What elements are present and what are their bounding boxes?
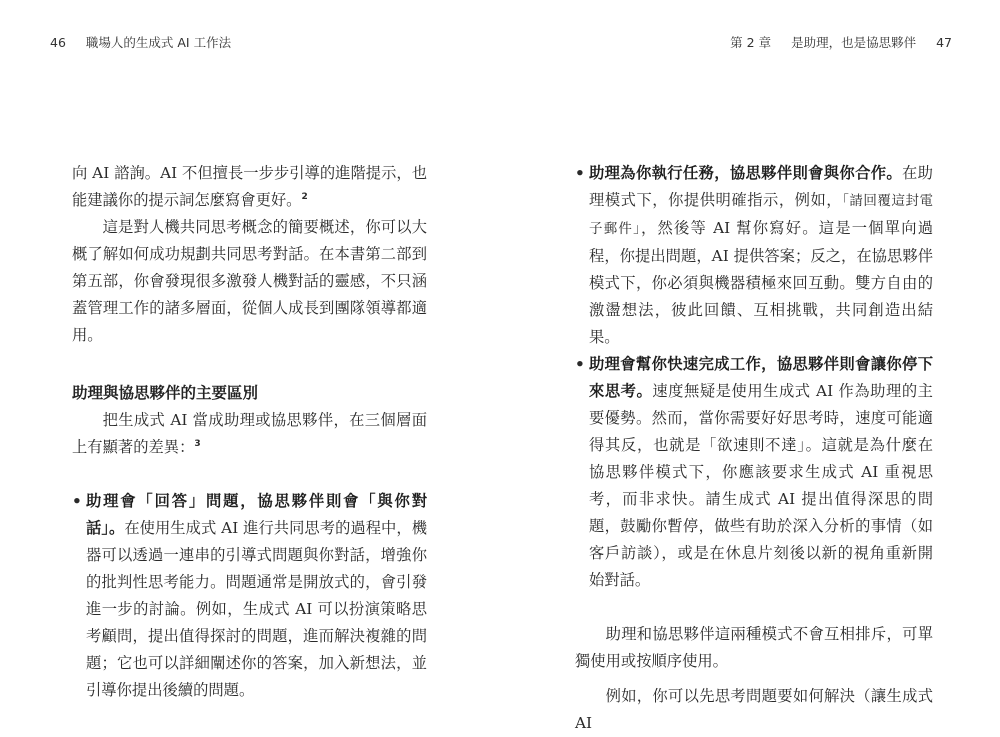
bullet-item-speed-vs-pause	[575, 351, 933, 594]
right-page-number: 47	[936, 35, 952, 50]
bullet-icon: •	[72, 492, 82, 510]
chapter-title: 是助理，也是協思夥伴	[791, 35, 917, 50]
paragraph-overview: 這是對人機共同思考概念的簡要概述，你可以大概了解如何成功規劃共同思考對話。在本書第二部到第五部，你會發現很多激發人機對話的靈感，不只涵蓋管理工作的諸多層面，從個人成長到團隊領導都適用。	[72, 218, 427, 344]
bullet-body: ，然後等 AI 幫你寫好。這是一個單向過程，你提出問題，AI 提供答案；反之，在協思夥伴模式下，你必須與機器積極來回互動。雙方自由的激盪想法，彼此回饋、互相挑戰，共同創造出結果。	[589, 219, 933, 346]
bullet-icon: •	[575, 355, 585, 373]
paragraph-continuation	[72, 160, 427, 214]
paragraph-example: 例如，你可以先思考問題要如何解決（讓生成式 AI	[575, 687, 933, 732]
bullet-body: 在使用生成式 AI 進行共同思考的過程中，機器可以透過一連串的引導式問題與你對話，增強你的批判性思考能力。問題通常是開放式的，會引發進一步的討論。例如，生成式 AI 可以扮演策略思考顧問，提出值得探討的問題，進而解決複雜的問題；它也可以詳細闡述你的答案，加入新想法，並引導你提出後續的問題。	[86, 519, 427, 699]
bullet-body: 在助理模式下，你提供明確指示，例如，	[589, 164, 933, 209]
right-page	[575, 160, 933, 737]
bullet-item-task-vs-collaborate	[575, 160, 933, 351]
bullet-lead: 助理會「回答」問題，協思夥伴則會「與你對話」。	[86, 492, 427, 537]
section-heading: 助理與協思夥伴的主要區別	[72, 384, 259, 402]
bullet-body: 速度無疑是使用生成式 AI 作為助理的主要優勢。然而，當你需要好好思考時，速度可能適得其反，也就是「欲速則不達」。這就是為什麼在協思夥伴模式下，你應該要求生成式 AI 重視思考，而非求快。請生成式 AI 提出值得深思的問題，鼓勵你暫停，做些有助於深入分析的事情（如客戶訪談），或是在休息片刻後以新的視角重新開始對話。	[589, 382, 933, 589]
paragraph-text: 把生成式 AI 當成助理或協思夥伴，在三個層面上有顯著的差異：	[72, 411, 427, 456]
paragraph-intro	[72, 407, 427, 461]
right-running-header	[730, 33, 952, 51]
left-running-header	[50, 33, 231, 51]
left-page	[72, 160, 427, 704]
footnote-ref: 2	[301, 191, 308, 202]
bullet-icon: •	[575, 164, 585, 182]
example-quote: 「請回覆這封電子郵件」	[589, 193, 933, 237]
book-title: 職場人的生成式 AI 工作法	[85, 35, 232, 50]
left-page-number: 46	[50, 35, 66, 50]
footnote-ref: 3	[194, 438, 201, 449]
paragraph-modes: 助理和協思夥伴這兩種模式不會互相排斥，可單獨使用或按順序使用。	[575, 625, 933, 670]
chapter-label: 第 2 章	[730, 35, 772, 50]
paragraph-text: 向 AI 諮詢。AI 不但擅長一步步引導的進階提示，也能建議你的提示詞怎麼寫會更好。	[72, 164, 427, 209]
bullet-lead: 助理為你執行任務，協思夥伴則會與你合作。	[589, 164, 903, 182]
bullet-lead: 助理會幫你快速完成工作，協思夥伴則會讓你停下來思考。	[589, 355, 933, 400]
bullet-item-answer-vs-dialogue	[72, 488, 427, 704]
